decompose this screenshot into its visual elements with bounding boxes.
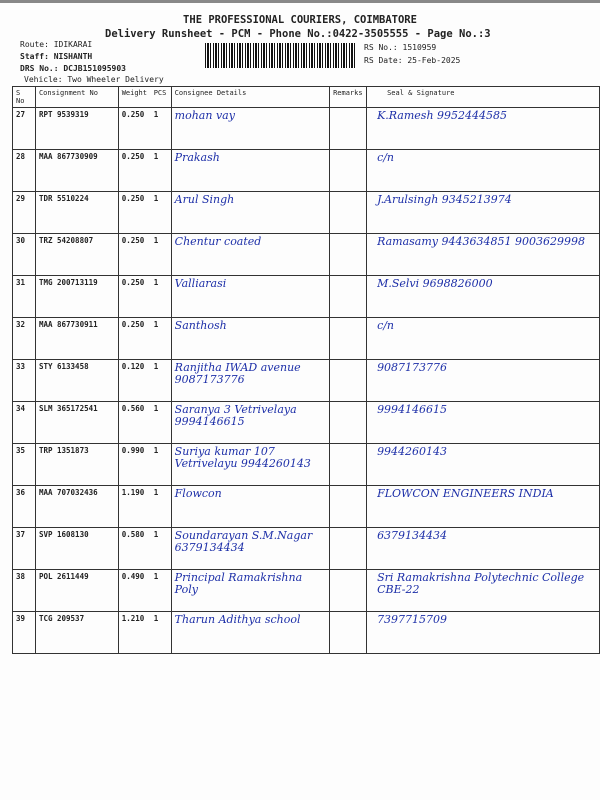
vehicle: Vehicle: Two Wheeler Delivery [24,75,164,84]
remarks-cell [330,612,367,654]
col-consignee: Consignee Details [171,87,329,108]
remarks-cell [330,150,367,192]
consignment-cell: MAA 867730909 [35,150,118,192]
remarks-cell [330,234,367,276]
consignee-cell: Tharun Adithya school [171,612,329,654]
weight-cell: 0.250 [118,276,150,318]
pcs-cell: 1 [151,276,171,318]
remarks-cell [330,402,367,444]
signature-cell: Ramasamy 9443634851 9003629998 [367,234,600,276]
weight-cell: 0.120 [118,360,150,402]
table-row [13,612,600,654]
consignment-cell: SLM 365172541 [35,402,118,444]
consignment-cell: TRP 1351873 [35,444,118,486]
col-consignment: Consignment No [35,87,118,108]
weight-cell: 0.580 [118,528,150,570]
consignment-cell: POL 2611449 [35,570,118,612]
consignment-cell: TDR 5510224 [35,192,118,234]
remarks-cell [330,570,367,612]
sno-cell: 33 [13,360,36,402]
sno-cell: 35 [13,444,36,486]
remarks-cell [330,192,367,234]
table-row [13,360,600,402]
signature-cell: c/n [367,150,600,192]
pcs-cell: 1 [151,444,171,486]
consignee-cell: Prakash [171,150,329,192]
consignee-cell: Valliarasi [171,276,329,318]
col-sno: S No [13,87,36,108]
remarks-cell [330,360,367,402]
signature-cell: Sri Ramakrishna Polytechnic College CBE-22 [367,570,600,612]
runsheet-table [12,86,600,654]
signature-cell: 7397715709 [367,612,600,654]
remarks-cell [330,486,367,528]
weight-cell: 0.250 [118,234,150,276]
col-seal: Seal & Signature [367,87,600,108]
table-row [13,402,600,444]
pcs-cell: 1 [151,528,171,570]
weight-cell: 0.250 [118,318,150,360]
weight-cell: 0.250 [118,192,150,234]
consignee-cell: mohan vay [171,108,329,150]
pcs-cell: 1 [151,108,171,150]
table-row [13,276,600,318]
sno-cell: 27 [13,108,36,150]
sno-cell: 29 [13,192,36,234]
table-row [13,444,600,486]
sno-cell: 34 [13,402,36,444]
pcs-cell: 1 [151,150,171,192]
signature-cell: c/n [367,318,600,360]
rs-date: RS Date: 25-Feb-2025 [364,56,461,65]
col-pcs: PCS [151,87,171,108]
signature-cell: 9944260143 [367,444,600,486]
pcs-cell: 1 [151,486,171,528]
weight-cell: 0.560 [118,402,150,444]
consignment-cell: MAA 707032436 [35,486,118,528]
route: Route: IDIKARAI [20,40,93,49]
sno-cell: 39 [13,612,36,654]
weight-cell: 0.250 [118,150,150,192]
weight-cell: 0.490 [118,570,150,612]
remarks-cell [330,108,367,150]
pcs-cell: 1 [151,360,171,402]
table-row [13,234,600,276]
pcs-cell: 1 [151,612,171,654]
signature-cell: K.Ramesh 9952444585 [367,108,600,150]
sno-cell: 28 [13,150,36,192]
remarks-cell [330,444,367,486]
consignee-cell: Ranjitha IWAD avenue 9087173776 [171,360,329,402]
remarks-cell [330,318,367,360]
signature-cell: 9994146615 [367,402,600,444]
consignment-cell: TRZ 54208807 [35,234,118,276]
sno-cell: 30 [13,234,36,276]
pcs-cell: 1 [151,318,171,360]
sno-cell: 32 [13,318,36,360]
remarks-cell [330,528,367,570]
sno-cell: 38 [13,570,36,612]
table-row [13,192,600,234]
rs-no: RS No.: 1510959 [364,43,437,52]
remarks-cell [330,276,367,318]
consignee-cell: Suriya kumar 107 Vetrivelayu 9944260143 [171,444,329,486]
consignment-cell: MAA 867730911 [35,318,118,360]
pcs-cell: 1 [151,402,171,444]
consignee-cell: Chentur coated [171,234,329,276]
pcs-cell: 1 [151,192,171,234]
runsheet-subtitle: Delivery Runsheet - PCM - Phone No.:0422-3505555 - Page No.:3 [105,28,491,40]
consignee-cell: Flowcon [171,486,329,528]
scan-edge [0,0,600,3]
signature-cell: M.Selvi 9698826000 [367,276,600,318]
col-remarks: Remarks [330,87,367,108]
consignment-cell: STY 6133458 [35,360,118,402]
weight-cell: 0.990 [118,444,150,486]
barcode [205,43,355,68]
sno-cell: 36 [13,486,36,528]
table-row [13,318,600,360]
table-row [13,570,600,612]
table-row [13,150,600,192]
pcs-cell: 1 [151,570,171,612]
signature-cell: 6379134434 [367,528,600,570]
staff: Staff: NISHANTH [20,52,93,61]
consignment-cell: SVP 1608130 [35,528,118,570]
consignee-cell: Saranya 3 Vetrivelaya 9994146615 [171,402,329,444]
consignee-cell: Arul Singh [171,192,329,234]
signature-cell: J.Arulsingh 9345213974 [367,192,600,234]
col-weight: Weight [118,87,150,108]
weight-cell: 0.250 [118,108,150,150]
sno-cell: 31 [13,276,36,318]
company-title: THE PROFESSIONAL COURIERS, COIMBATORE [183,14,417,26]
consignment-cell: TMG 200713119 [35,276,118,318]
signature-cell: 9087173776 [367,360,600,402]
weight-cell: 1.210 [118,612,150,654]
pcs-cell: 1 [151,234,171,276]
table-row [13,528,600,570]
signature-cell: FLOWCON ENGINEERS INDIA [367,486,600,528]
weight-cell: 1.190 [118,486,150,528]
consignee-cell: Principal Ramakrishna Poly [171,570,329,612]
table-row [13,486,600,528]
sno-cell: 37 [13,528,36,570]
consignee-cell: Soundarayan S.M.Nagar 6379134434 [171,528,329,570]
table-row [13,108,600,150]
consignment-cell: TCG 209537 [35,612,118,654]
drs-no: DRS No.: DCJB151095903 [20,64,126,73]
consignment-cell: RPT 9539319 [35,108,118,150]
consignee-cell: Santhosh [171,318,329,360]
